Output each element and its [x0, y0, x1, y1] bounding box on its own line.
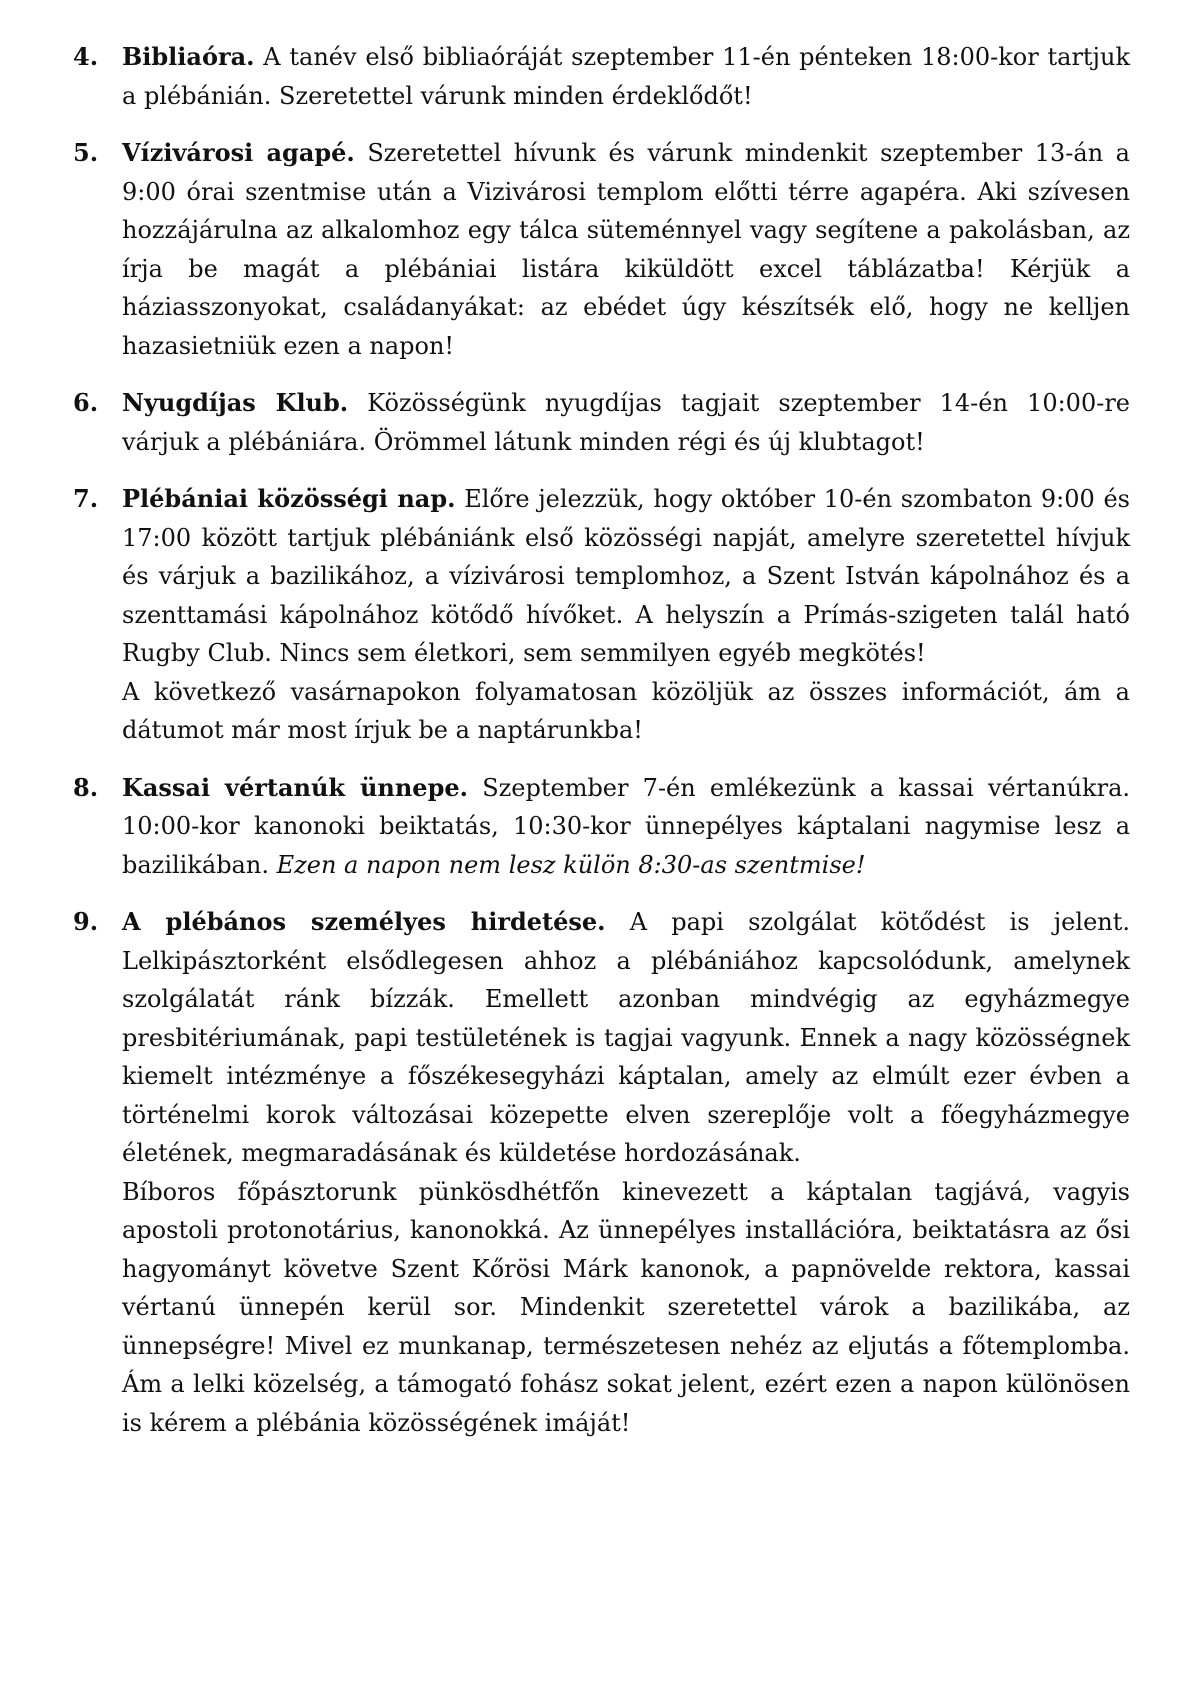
item-title: Nyugdíjas Klub. — [122, 388, 349, 417]
item-body — [122, 134, 1130, 365]
item-paragraph — [122, 903, 1130, 1173]
item-number: 5. — [73, 138, 99, 167]
item-paragraph — [122, 384, 1130, 461]
announcement-item — [73, 38, 1130, 115]
item-paragraph: A következő vasárnapokon folyamatosan közöljük az összes információt, ám a dátumot már most írjuk be a naptárunkba! — [122, 677, 1130, 744]
item-body — [122, 769, 1130, 885]
item-text: Közösségünk nyugdíjas tagjait szeptember 14-én 10:00-re várjuk a plébániára. Örömmel látunk minden régi és új klubtagot! — [122, 389, 1130, 456]
item-body — [122, 384, 1130, 461]
item-title: Bibliaóra. — [122, 42, 255, 71]
item-text: Szeretettel hívunk és várunk mindenkit szeptember 13-án a 9:00 órai szentmise után a Vizivárosi templom előtti térre agapéra. Aki szívesen hozzájárulna az alkalomhoz egy tálca süteménnyel vagy segítene a pakolásban, az írja be magát a plébániai listára kiküldött excel táblázatba! Kérjük a háziasszonyokat, családanyákat: az ebédet úgy készítsék elő, hogy ne kelljen hazasietniük ezen a napon! — [122, 139, 1130, 360]
announcement-list — [73, 38, 1130, 1461]
item-number: 8. — [73, 772, 99, 802]
item-title: Plébániai közösségi nap. — [122, 484, 456, 513]
item-title: A plébános személyes hirdetése. — [122, 907, 606, 936]
item-title: Kassai vértanúk ünnepe. — [122, 772, 468, 802]
item-text: Szeptember 7-én emlékezünk a kassai vértanúkra. 10:00-kor kanonoki beiktatás, 10:30-kor ünnepélyes káptalani nagymise lesz a bazilikában. — [122, 773, 1130, 879]
item-text: A tanév első bibliaóráját szeptember 11-én pénteken 18:00-kor tartjuk a plébánián. Szeretettel várunk minden érdeklődőt! — [122, 43, 1130, 110]
item-title: Vízivárosi agapé. — [122, 138, 355, 167]
item-paragraph — [122, 38, 1130, 115]
item-paragraph — [122, 480, 1130, 673]
item-body — [122, 38, 1130, 115]
item-text: A papi szolgálat kötődést is jelent. Lelkipásztorként elsődlegesen ahhoz a plébániához kapcsolódunk, amelynek szolgálatát ránk bízzák. Emellett azonban mindvégig az egyházmegye presbitériumának, papi testületének is tagjai vagyunk. Ennek a nagy közösségnek kiemelt intézménye a főszékesegyházi káptalan, amely az elmúlt ezer évben a történelmi korok változásai közepette elven szereplője volt a főegyházmegye életének, megmaradásának és küldetése hordozásának. — [122, 908, 1130, 1167]
announcement-item — [73, 384, 1130, 461]
item-number: 9. — [73, 907, 99, 936]
item-body — [122, 903, 1130, 1442]
item-paragraph — [122, 769, 1130, 885]
announcement-item — [73, 903, 1130, 1442]
item-paragraph: Bíboros főpásztorunk pünkösdhétfőn kinevezett a káptalan tagjává, vagyis apostoli protonotárius, kanonokká. Az ünnepélyes installációra, beiktatásra az ősi hagyományt követve Szent Kőrösi Márk kanonok, a papnövelde rektora, kassai vértanú ünnepén kerül sor. Mindenkit szeretettel várok a bazilikába, az ünnepségre! Mivel ez munkanap, természetesen nehéz az eljutás a főtemplomba. Ám a lelki közelség, a támogató fohász sokat jelent, ezért ezen a napon különösen is kérem a plébánia közösségének imáját! — [122, 1177, 1130, 1437]
item-number: 7. — [73, 484, 99, 513]
item-italic-note: Ezen a napon nem lesz külön 8:30-as szentmise! — [276, 850, 866, 879]
item-body — [122, 480, 1130, 750]
item-number: 4. — [73, 42, 99, 71]
announcement-item — [73, 134, 1130, 365]
item-number: 6. — [73, 388, 99, 417]
item-text: Előre jelezzük, hogy október 10-én szombaton 9:00 és 17:00 között tartjuk plébániánk első közösségi napját, amelyre szeretettel hívjuk és várjuk a bazilikához, a vízivárosi templomhoz, a Szent István kápolnához és a szenttamási kápolnához kötődő hívőket. A helyszín a Prímás-szigeten talál ható Rugby Club. Nincs sem életkori, sem semmilyen egyéb megkötés! — [122, 485, 1131, 667]
item-paragraph — [122, 134, 1130, 365]
announcement-item — [73, 769, 1130, 885]
announcement-item — [73, 480, 1130, 750]
